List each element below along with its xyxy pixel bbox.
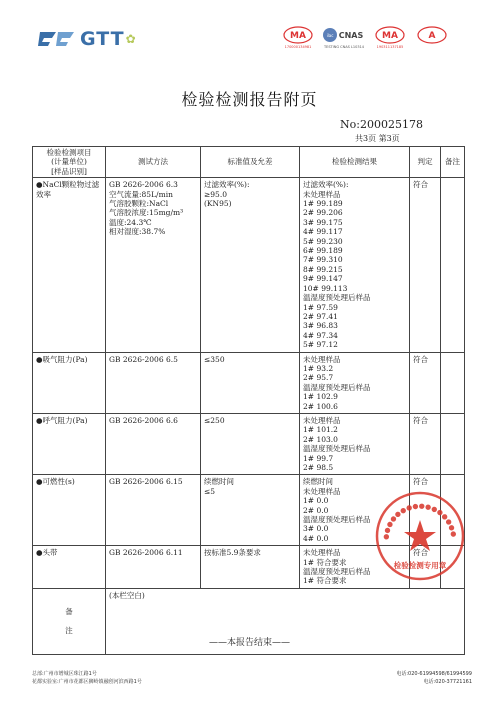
cal-mark [414,26,450,45]
row-remark [441,178,465,352]
cma-label-1: MA [290,31,306,41]
row-standard: 按标准5.9条要求 [201,546,300,589]
row-remark [441,413,465,474]
header-remark: 备注 [441,147,465,178]
svg-text:CNAS: CNAS [338,31,364,40]
cma-number-2: 190311137185 [376,45,404,49]
page-footer [32,670,472,686]
footer-phone: 电话:020-61994598/61994599 [396,671,472,677]
row-result: 续燃时间 未处理样品 1# 0.0 2# 0.0 温湿度预处理后样品 3# 0.0 4# 0.0 [300,475,410,546]
table-row [33,178,465,352]
logo-text: GTT [80,28,125,50]
row-method: GB 2626-2006 6.11 [106,546,201,589]
row-item: ●吸气阻力(Pa) [33,352,106,413]
remarks-text: (本栏空白) [106,588,465,654]
table-header-row [33,147,465,178]
row-standard: ≤250 [201,413,300,474]
stamp-text: 检验检测专用章 [393,561,447,570]
row-method: GB 2626-2006 6.15 [106,475,201,546]
row-item: ●头带 [33,546,106,589]
row-result: 过滤效率(%): 未处理样品 1# 99.189 2# 99.206 3# 99.175 4# 99.117 5# 99.230 6# 99.189 7# 99.310 8# 99.215 9# 99.147 10# 99.113 温湿度预处理后样品 1# 97.59 2# 97.41 3# 96.83 4# 97.34 5# 97.12 [300,178,410,352]
report-end: ——本报告结束—— [208,638,290,648]
row-result: 未处理样品 1# 101.2 2# 103.0 温湿度预处理后样品 1# 99.7 2# 98.5 [300,413,410,474]
cma-label-2: MA [382,31,398,41]
row-standard: 续燃时间 ≤5 [201,475,300,546]
header-result: 检验检测结果 [300,147,410,178]
cma-number-1: 170000134981 [284,45,312,49]
footer-address-2: 花都实验室:广州市花都区狮岭镇融创河滨西路1号 [32,679,142,685]
stamp-star-icon [404,520,436,551]
certification-marks [280,26,450,49]
row-standard: 过滤效率(%): ≥95.0 (KN95) [201,178,300,352]
cal-label: A [428,31,436,41]
cnas-number: TESTING CNAS L10314 [323,45,365,49]
row-judgement: 符合 [410,413,441,474]
gtt-logo-icon [38,28,76,50]
row-item: ●可燃性(s) [33,475,106,546]
table-row [33,352,465,413]
row-method: GB 2626-2006 6.3 空气流量:85L/min 气溶胶颗粒:NaCl 气溶胶浓度:15mg/m³ 温度:24.3℃ 相对湿度:38.7% [106,178,201,352]
table-row [33,413,465,474]
row-item: ●呼气阻力(Pa) [33,413,106,474]
logo-flower-icon: ✿ [125,32,136,46]
header-judgement: 判定 [410,147,441,178]
svg-text:ilac: ilac [326,33,334,38]
row-item: ●NaCl颗粒物过滤效率 [33,178,106,352]
official-stamp [374,490,466,582]
report-number: No:200025178 [340,118,423,131]
row-judgement: 符合 [410,178,441,352]
document-title: 检验检测报告附页 [181,90,318,109]
row-method: GB 2626-2006 6.6 [106,413,201,474]
cnas-mark [322,26,366,49]
footer-phone-2: 电话:020-37721161 [423,679,472,685]
svg-text:●●●●●●●●●●●●●●●●●●●●: ●●●●●●●●●●●●●●●● [381,501,458,541]
row-judgement: 符合 [410,475,441,546]
page-info: 共3页 第3页 [355,134,400,143]
row-judgement: 符合 [410,352,441,413]
row-standard: ≤350 [201,352,300,413]
gtt-logo [38,28,136,50]
header-standard: 标准值及允差 [201,147,300,178]
row-remark [441,352,465,413]
remarks-label: 备 注 [33,588,106,654]
header-method: 测试方法 [106,147,201,178]
cma-mark-1 [280,26,316,49]
footer-address: 总部:广州市增城区珠江路1号 [32,671,97,677]
page-header [0,0,499,70]
row-result: 未处理样品 1# 符合要求 温湿度预处理后样品 1# 符合要求 [300,546,410,589]
cma-mark-2 [372,26,408,49]
row-method: GB 2626-2006 6.5 [106,352,201,413]
header-item: 检验检测项目 (计量单位) [样品识别] [33,147,106,178]
row-result: 未处理样品 1# 93.2 2# 95.7 温湿度预处理后样品 1# 102.9 2# 100.6 [300,352,410,413]
row-judgement: 符合 [410,546,441,589]
